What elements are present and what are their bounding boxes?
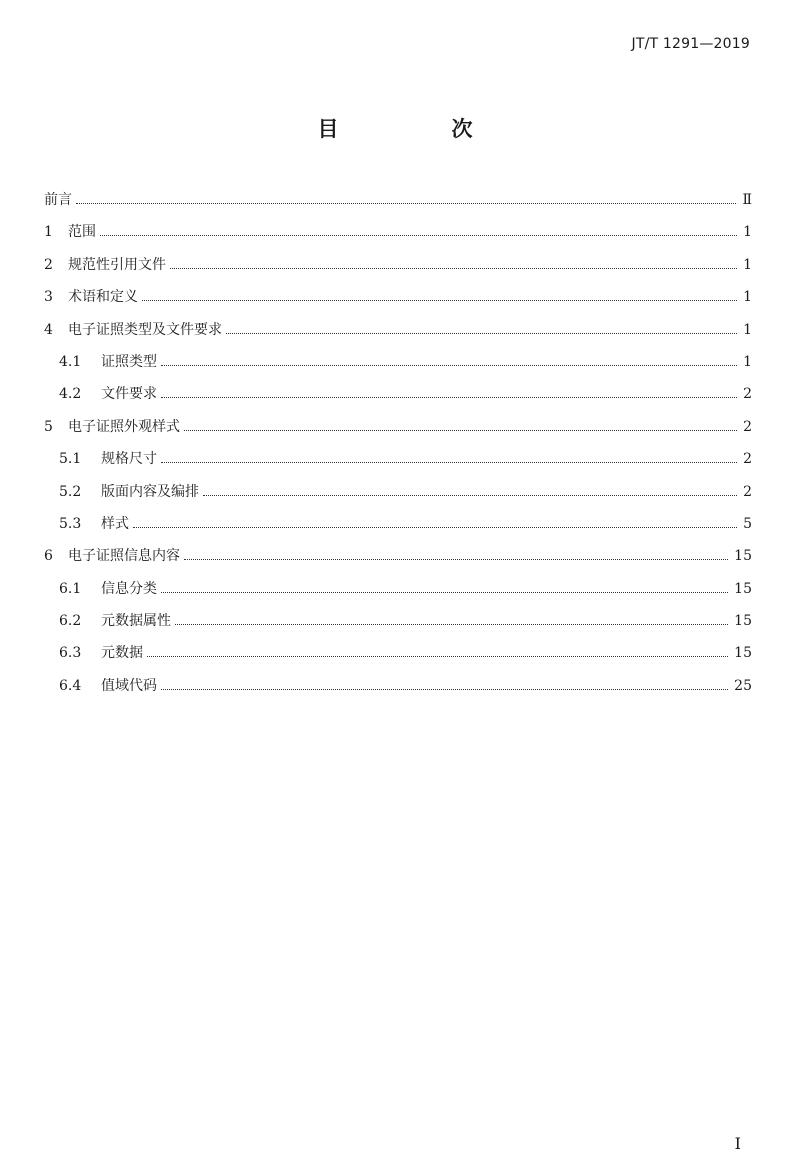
toc-dot-leader	[161, 462, 737, 463]
toc-entry[interactable]	[44, 378, 752, 410]
toc-entry-page: 1	[743, 256, 752, 273]
toc-entry-number: 6.3	[59, 645, 82, 662]
toc-dot-leader	[161, 397, 737, 398]
toc-entry-label: 元数据属性	[101, 613, 171, 630]
toc-entry-number: 5.2	[59, 483, 82, 500]
toc-entry-page: 2	[743, 386, 752, 403]
toc-entry[interactable]	[44, 216, 752, 248]
toc-entry-number: 2	[44, 256, 53, 273]
toc-entry[interactable]	[44, 573, 752, 605]
toc-entry-label: 版面内容及编排	[101, 483, 199, 500]
toc-dot-leader	[161, 365, 737, 366]
toc-dot-leader	[184, 430, 737, 431]
toc-entry[interactable]	[44, 411, 752, 443]
toc-entry[interactable]	[44, 540, 752, 572]
toc-entry-number: 4.2	[59, 386, 82, 403]
toc-entry[interactable]	[44, 346, 752, 378]
toc-entry[interactable]	[44, 476, 752, 508]
toc-entry-label: 样式	[101, 515, 129, 532]
toc-entry-page: 2	[743, 451, 752, 468]
toc-entry-label: 电子证照外观样式	[68, 418, 180, 435]
toc-entry[interactable]	[44, 314, 752, 346]
toc-entry[interactable]	[44, 605, 752, 637]
toc-entry-label: 元数据	[101, 645, 143, 662]
toc-entry-label: 电子证照类型及文件要求	[68, 321, 222, 338]
toc-entry[interactable]	[44, 184, 752, 216]
toc-entry-number: 3	[44, 289, 53, 306]
toc-entry-number: 6	[44, 548, 53, 565]
toc-dot-leader	[203, 495, 737, 496]
toc-entry-number: 6.2	[59, 613, 82, 630]
toc-dot-leader	[161, 689, 728, 690]
toc-title: 目 次	[317, 117, 519, 141]
toc-entry-number: 4	[44, 321, 53, 338]
toc-entry-page: 15	[734, 580, 752, 597]
toc-entry-number: 5.3	[59, 515, 82, 532]
toc-entry[interactable]	[44, 508, 752, 540]
document-code: JT/T 1291—2019	[631, 36, 750, 52]
toc-entry-page: 5	[743, 515, 752, 532]
toc-list	[44, 184, 752, 702]
toc-entry[interactable]	[44, 637, 752, 669]
toc-entry-label: 规格尺寸	[101, 451, 157, 468]
toc-entry[interactable]	[44, 281, 752, 313]
toc-entry[interactable]	[44, 670, 752, 702]
toc-entry-label: 前言	[44, 192, 72, 208]
toc-dot-leader	[184, 559, 728, 560]
toc-entry-page: 1	[743, 321, 752, 338]
toc-entry-page: 15	[734, 645, 752, 662]
toc-entry-label: 范围	[68, 224, 96, 241]
toc-entry-label: 文件要求	[101, 386, 157, 403]
toc-entry-number: 6.4	[59, 677, 82, 694]
toc-entry-page: 25	[734, 677, 752, 694]
toc-dot-leader	[170, 268, 737, 269]
toc-dot-leader	[100, 235, 737, 236]
toc-entry-number: 6.1	[59, 580, 82, 597]
toc-entry-page: 1	[743, 289, 752, 306]
toc-entry-number: 4.1	[59, 353, 82, 370]
toc-entry[interactable]	[44, 443, 752, 475]
toc-entry-page: 2	[743, 418, 752, 435]
toc-entry-label: 术语和定义	[68, 289, 138, 306]
toc-entry[interactable]	[44, 249, 752, 281]
toc-entry-page: 15	[734, 548, 752, 565]
toc-dot-leader	[147, 656, 728, 657]
toc-entry-number: 1	[44, 224, 53, 241]
page-number: I	[734, 1134, 741, 1153]
toc-dot-leader	[161, 592, 728, 593]
toc-entry-page: 1	[743, 353, 752, 370]
toc-entry-label: 规范性引用文件	[68, 256, 166, 273]
toc-entry-page: 2	[743, 483, 752, 500]
toc-entry-number: 5	[44, 418, 53, 435]
toc-entry-page: 15	[734, 613, 752, 630]
toc-dot-leader	[175, 624, 728, 625]
toc-entry-page: Ⅱ	[742, 192, 752, 208]
toc-dot-leader	[226, 333, 737, 334]
toc-entry-label: 证照类型	[101, 353, 157, 370]
toc-entry-label: 信息分类	[101, 580, 157, 597]
toc-entry-page: 1	[743, 224, 752, 241]
toc-dot-leader	[142, 300, 737, 301]
toc-entry-label: 电子证照信息内容	[68, 548, 180, 565]
toc-entry-number: 5.1	[59, 451, 82, 468]
toc-entry-label: 值域代码	[101, 677, 157, 694]
toc-dot-leader	[76, 203, 736, 204]
toc-dot-leader	[133, 527, 737, 528]
